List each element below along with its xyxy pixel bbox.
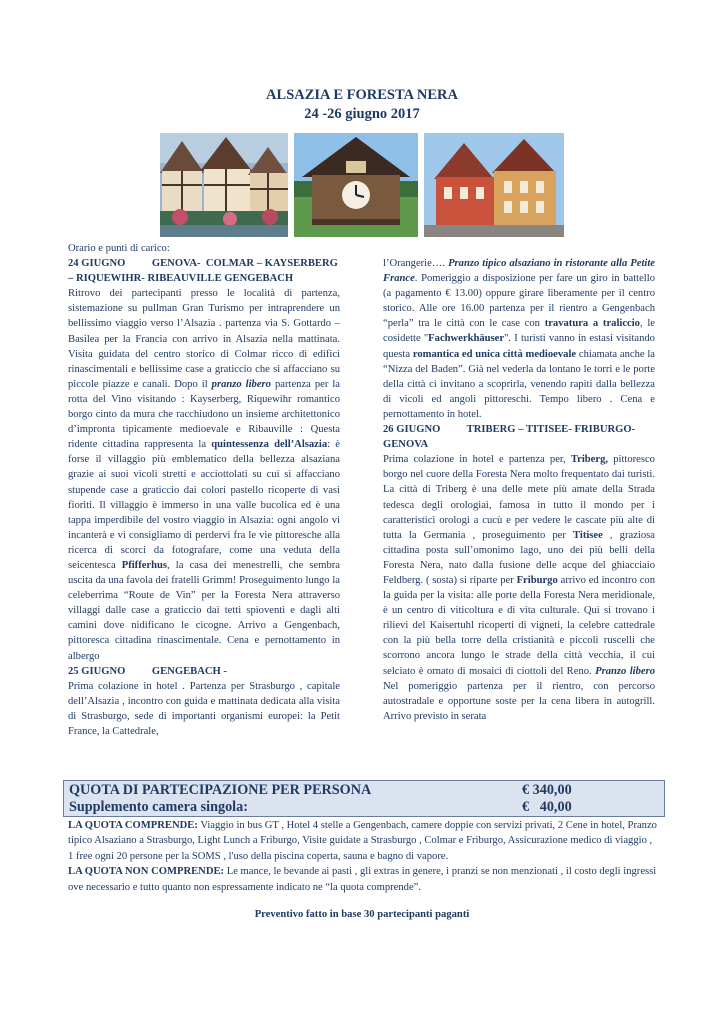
left-column bbox=[68, 241, 340, 739]
inclusions-section bbox=[68, 818, 658, 895]
day2-description-cont: l’Orangerie…. Pranzo tipico alsaziano in ristorante alla Petite France. Pomeriggio a disposizione per fare un giro in battello (a pagamento € 13.00) oppure girare liberamente per il centro storico. Alle ore 16.00 partenza per il rientro a Gengenbach “perla” tra le città con le case con travatura a traliccio, le cosidette "Fachwerkhäuser". I turisti vanno in estasi visitando questa romantica ed unica città medioevale chiamata anche la “Nizza del Baden”. Già nel vederla da lontano le torri e le porte della città ci invitano a scoprirla, venendo rapiti dalla bellezza di vicoli ed angoli pittoreschi. Tempo libero . Cena e pernottamento in hotel. bbox=[383, 258, 655, 420]
trip-dates: 24 -26 giugno 2017 bbox=[304, 106, 420, 122]
included-text: LA QUOTA COMPRENDE: Viaggio in bus GT , Hotel 4 stelle a Gengenbach, camere doppie con servizi privati, 2 Cene in hotel, Pranzo tipico Alsaziano a Strasburgo, Light Lunch a Friburgo, Visite guidate a Strasburgo , Colmar e Friburgo, Assicurazione medico di viaggio , 1 free ogni 20 persone per la SOMS , l'uso della piscina coperta, sauna e bagno di vapore. bbox=[68, 820, 657, 862]
included-label: LA QUOTA COMPRENDE: bbox=[68, 820, 198, 831]
quote-note: Preventivo fatto in base 30 partecipanti paganti bbox=[254, 909, 470, 920]
photo-canal-houses-icon bbox=[160, 133, 288, 237]
price-value: € 340,00 bbox=[522, 782, 572, 798]
loading-points-intro: Orario e punti di carico: bbox=[68, 243, 170, 254]
photo-cuckoo-clock-icon bbox=[294, 133, 418, 237]
single-room-value: € 40,00 bbox=[522, 799, 572, 815]
price-box bbox=[63, 780, 665, 817]
day1-heading: 24 GIUGNO GENOVA- COLMAR – KAYSERBERG bbox=[68, 258, 338, 270]
right-column bbox=[383, 256, 655, 724]
day3-heading: 26 GIUGNO TRIBERG – TITISEE- FRIBURGO-GENOVA bbox=[383, 424, 636, 451]
day3-description: Prima colazione in hotel e partenza per, Triberg, pittoresco borgo nel cuore della Foresta Nera molto frequentato dai turisti. La città di Triberg è una delle mete più amate della Strada tedesca degli orologiai, famosa in tutto il mondo per i caratteristici orologi a cucù e per vedere le cascate più alte di tutta la Germania , proseguimento per Titisee , graziosa cittadina posta sull’omonimo lago, uno dei più belli della Foresta Nera, nato dalla fusione delle acque del ghiacciaio Feldberg. ( sosta) si riparte per Friburgo arrivo ed incontro con la guida per la visita: alle porte della Foresta Nera meridionale, è un centro di viticoltura e di vita culturale. Qui si trovano i rilievi del Kaisertuhl ricoperti di vigneti, la celebre cattedrale con la più bella torre della cristianità e piccoli ruscelli che scorrono ancora lungo le strade della città vecchia, il cui selciato è ornato di mosaici di ciottoli del Reno. Pranzo libero Nel pomeriggio partenza per il rientro, con percorso autostradale e opportune soste per la cena libera in autogrill. Arrivo previsto in serata bbox=[383, 454, 655, 722]
price-label: QUOTA DI PARTECIPAZIONE PER PERSONA bbox=[69, 782, 372, 798]
photo-strip bbox=[160, 133, 564, 237]
excluded-label: LA QUOTA NON COMPRENDE: bbox=[68, 866, 225, 878]
excluded-text: LA QUOTA NON COMPRENDE: Le mance, le bevande ai pasti , gli extras in genere, i pranzi se non menzionati , il costo degli ingressi ove necessario e tutto quanto non espressamente indicato ne “la quota comprende”. bbox=[68, 866, 657, 893]
day1-description: Ritrovo dei partecipanti presso le località di partenza, sistemazione su pullman Gran Turismo per intraprendere un bellissimo viaggio verso l’Alsazia . partenza via S. Gottardo – Basilea per la Francia con arrivo in Alsazia nella mattinata. Visita guidata del centro storico di Colmar ricco di edifici rinascimentali e bellissime case a graticcio che si affacciano su piccole piazze e canali. Dopo il pranzo libero partenza per la rotta del Vino visitando : Kayserberg, Riquewihr romantico borgo cinto da mura che racchiudono un insieme architettonico d’impronta tipicamente medioevale e Ribauville : Questa ridente cittadina rappresenta la quintessenza dell’Alsazia: è forse il villaggio più emblematico della bellezza alsaziana grazie ai suoi vicoli stretti e acciottolati su cui si affacciano stupende case a graticcio dai colori pastello ricoperte di vasi fioriti. Il villaggio è immerso in una valle bucolica ed è una tappa imperdibile del vostro viaggio in Alsazia: ogni angolo vi incanterà e vi consigliamo di perdervi fra le vie pittoresche alla ricerca di scorci da fotografare, come una veduta della seicentesca Pfifferhus, la casa dei menestrelli, che sembra uscita da una favola dei fratelli Grimm! Proseguimento lungo la celeberrima “Route de Vin” per la Foresta Nera attraverso villaggi dalle case a graticcio dai tetti spioventi e dagli alti camini dove nidificano le cicogne. Arrivo a Gengenbach, pittoresca cittadina rinascimentale. Cena e pernottamento in albergo bbox=[68, 288, 341, 662]
day2-description: Prima colazione in hotel . Partenza per Strasburgo , capitale dell’Alsazia , incontro con guida e mattinata dedicata alla visita di Strasburgo, sede di importanti organismi europei: la Petit France, la Cattedrale, bbox=[68, 680, 340, 737]
photo-town-hall-icon bbox=[424, 133, 564, 237]
single-room-label: Supplemento camera singola: bbox=[69, 799, 248, 815]
day1-heading-cont: – RIQUEWIHR- RIBEAUVILLE GENGEBACH bbox=[68, 273, 294, 285]
day2-heading: 25 GIUGNO GENGEBACH - bbox=[68, 665, 227, 677]
document-title: ALSAZIA E FORESTA NERA bbox=[266, 87, 458, 103]
